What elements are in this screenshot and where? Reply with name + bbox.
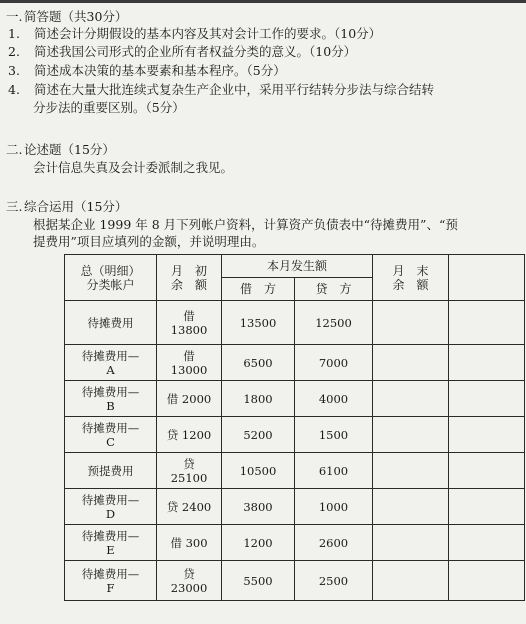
header-closing <box>373 255 449 301</box>
debit-cell-text: 10500 <box>239 463 277 478</box>
opening-balance-cell-text: 借 <box>183 308 195 323</box>
table-row <box>65 453 525 489</box>
account-cell <box>65 453 157 489</box>
debit-cell <box>222 489 295 525</box>
credit-cell-text: 6100 <box>318 463 349 478</box>
closing-balance-cell <box>373 489 449 525</box>
debit-cell-text: 3800 <box>243 499 273 514</box>
section1-title: 简答题（共30分） <box>24 9 128 24</box>
closing-balance-cell <box>373 381 449 417</box>
account-cell-text: 待摊费用— <box>81 348 140 363</box>
extra-cell <box>449 345 525 381</box>
extra-cell <box>449 453 525 489</box>
credit-cell <box>295 453 373 489</box>
credit-cell <box>295 525 373 561</box>
credit-cell-text: 4000 <box>318 391 349 406</box>
credit-cell <box>295 345 373 381</box>
question-text: 简述成本决策的基本要素和基本程序。（5分） <box>34 63 286 78</box>
question-number: 1. <box>8 26 20 41</box>
closing-balance-cell <box>373 453 449 489</box>
account-cell-text: 待摊费用 <box>87 315 134 330</box>
header-text: 月 初 <box>170 263 207 278</box>
account-cell-text: 待摊费用— <box>81 384 140 399</box>
debit-cell-text: 13500 <box>239 315 277 330</box>
header-text: 分类帐户 <box>86 277 135 292</box>
extra-cell <box>449 301 525 345</box>
ledger-table <box>64 254 525 601</box>
question-text: 简述我国公司形式的企业所有者权益分类的意义。（10分） <box>34 44 357 59</box>
debit-cell <box>222 525 295 561</box>
section3-body-line2: 提费用”项目应填列的金额，并说明理由。 <box>33 234 265 249</box>
question-4-continuation: 分步法的重要区别。（5分） <box>33 100 185 115</box>
debit-cell <box>222 381 295 417</box>
top-rule <box>0 0 526 3</box>
credit-cell-text: 2500 <box>318 573 349 588</box>
debit-cell-text: 5500 <box>243 573 273 588</box>
table-row <box>65 301 525 345</box>
table-row <box>65 561 525 601</box>
header-opening <box>157 255 222 301</box>
credit-cell-text: 1500 <box>318 427 349 442</box>
debit-cell-text: 1800 <box>243 391 273 406</box>
closing-balance-cell <box>373 525 449 561</box>
extra-cell <box>449 489 525 525</box>
section1-heading <box>6 8 127 25</box>
header-text: 余 额 <box>392 277 429 292</box>
closing-balance-cell <box>373 301 449 345</box>
opening-balance-cell <box>157 381 222 417</box>
opening-balance-cell-text: 23000 <box>170 580 208 595</box>
debit-cell <box>222 561 295 601</box>
debit-cell-text: 6500 <box>243 355 273 370</box>
debit-cell-text: 5200 <box>243 427 273 442</box>
account-cell <box>65 525 157 561</box>
account-cell-text: 待摊费用— <box>81 528 140 543</box>
debit-cell <box>222 345 295 381</box>
header-text: 余 额 <box>170 277 207 292</box>
section2-number: 二. <box>6 142 23 157</box>
header-account <box>65 255 157 301</box>
debit-cell <box>222 301 295 345</box>
opening-balance-cell-text: 贷 <box>183 456 195 471</box>
account-cell-text: A <box>106 362 115 377</box>
opening-balance-cell <box>157 301 222 345</box>
header-row <box>65 255 525 278</box>
section3-heading <box>6 198 127 215</box>
opening-balance-cell <box>157 561 222 601</box>
header-credit: 贷 方 <box>295 278 373 301</box>
credit-cell <box>295 417 373 453</box>
section3-body-line1: 根据某企业 1999 年 8 月下列帐户资料，计算资产负债表中“待摊费用”、“预 <box>33 217 458 232</box>
question-text: 简述会计分期假设的基本内容及其对会计工作的要求。（10分） <box>34 26 382 41</box>
opening-balance-cell-text: 贷 <box>183 566 195 581</box>
account-cell <box>65 417 157 453</box>
extra-cell <box>449 561 525 601</box>
account-cell <box>65 561 157 601</box>
account-cell <box>65 301 157 345</box>
section2-body: 会计信息失真及会计委派制之我见。 <box>33 160 234 175</box>
account-cell-text: F <box>106 580 115 595</box>
header-text: 总（明细） <box>80 263 141 278</box>
account-cell-text: E <box>106 542 115 557</box>
credit-cell-text: 2600 <box>318 535 349 550</box>
account-cell-text: D <box>105 506 116 521</box>
account-cell-text: 待摊费用— <box>81 566 140 581</box>
opening-balance-cell-text: 25100 <box>170 470 208 485</box>
closing-balance-cell <box>373 561 449 601</box>
closing-balance-cell <box>373 345 449 381</box>
section3-number: 三. <box>6 199 23 214</box>
table-row <box>65 381 525 417</box>
question-text: 简述在大量大批连续式复杂生产企业中，采用平行结转分步法与综合结转 <box>34 82 435 97</box>
header-period: 本月发生额 <box>222 255 373 278</box>
opening-balance-cell-text: 13800 <box>170 322 208 337</box>
opening-balance-cell <box>157 489 222 525</box>
opening-balance-cell-text: 借 300 <box>170 535 208 550</box>
table-row <box>65 345 525 381</box>
table-row <box>65 417 525 453</box>
opening-balance-cell-text: 贷 1200 <box>166 427 212 442</box>
account-cell-text: 待摊费用— <box>81 420 140 435</box>
credit-cell <box>295 381 373 417</box>
header-text: 月 末 <box>392 263 429 278</box>
opening-balance-cell-text: 13000 <box>170 362 208 377</box>
account-cell-text: 预提费用 <box>87 463 134 478</box>
account-cell-text: C <box>106 434 115 449</box>
account-cell <box>65 381 157 417</box>
table-row <box>65 489 525 525</box>
account-cell <box>65 345 157 381</box>
header-debit: 借 方 <box>222 278 295 301</box>
account-cell <box>65 489 157 525</box>
question-number: 4. <box>8 82 20 97</box>
account-cell-text: 待摊费用— <box>81 492 140 507</box>
header-extra <box>449 255 525 301</box>
question-number: 2. <box>8 44 20 59</box>
table-row <box>65 525 525 561</box>
credit-cell-text: 1000 <box>318 499 349 514</box>
credit-cell <box>295 561 373 601</box>
opening-balance-cell <box>157 417 222 453</box>
section2-title: 论述题（15分） <box>24 142 115 157</box>
closing-balance-cell <box>373 417 449 453</box>
credit-cell <box>295 301 373 345</box>
section1-number: 一. <box>6 9 23 24</box>
opening-balance-cell-text: 借 2000 <box>166 391 212 406</box>
credit-cell-text: 7000 <box>318 355 349 370</box>
account-cell-text: B <box>106 398 115 413</box>
credit-cell <box>295 489 373 525</box>
debit-cell <box>222 453 295 489</box>
credit-cell-text: 12500 <box>315 315 352 330</box>
opening-balance-cell-text: 贷 2400 <box>166 499 212 514</box>
opening-balance-cell <box>157 453 222 489</box>
extra-cell <box>449 525 525 561</box>
opening-balance-cell <box>157 525 222 561</box>
section3-title: 综合运用（15分） <box>24 199 128 214</box>
debit-cell <box>222 417 295 453</box>
section2-heading <box>6 141 115 158</box>
extra-cell <box>449 417 525 453</box>
opening-balance-cell-text: 借 <box>183 348 195 363</box>
opening-balance-cell <box>157 345 222 381</box>
debit-cell-text: 1200 <box>243 535 273 550</box>
question-number: 3. <box>8 63 20 78</box>
extra-cell <box>449 381 525 417</box>
